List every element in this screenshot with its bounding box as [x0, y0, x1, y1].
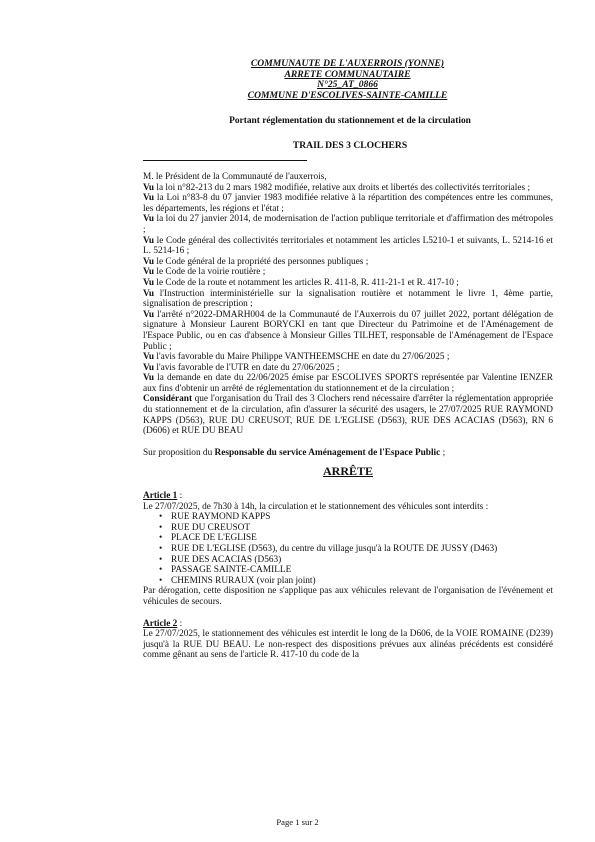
list-item: • PLACE DE L'EGLISE	[171, 533, 553, 544]
list-item: • RUE RAYMOND KAPPS	[171, 512, 553, 523]
list-item: • CHEMINS RURAUX (voir plan joint)	[171, 576, 553, 587]
visa-item: Vu la Loi n°83-8 du 07 janvier 1983 modifiée relative à la répartition des compétences entre les communes, les départements, les régions et l'état ;	[143, 193, 553, 214]
article-1-derogation: Par dérogation, cette disposition ne s'applique pas aux véhicules relevant de l'organisation de l'événement et véhicules de secours.	[143, 586, 553, 607]
visa-item: Vu l'arrêté n°2022-DMARH004 de la Communauté de l'Auxerrois du 07 juillet 2022, portant délégation de signature à Monsieur Laurent BORYCKI en tant que Directeur du Patrimoine et de l'Aménagement de l'Espace Public, ou en cas d'absence à Monsieur Gilles TILHET, responsable de l'Aménagement de l'Espace Public ;	[143, 309, 553, 352]
visa-item: Vu la loi n°82-213 du 2 mars 1982 modifiée, relative aux droits et libertés des collectivités territoriales ;	[143, 182, 531, 193]
subject-line: Portant réglementation du stationnement et de la circulation	[229, 116, 471, 126]
proposal-line: Sur proposition du Responsable du service Aménagement de l'Espace Public ;	[143, 447, 446, 458]
list-item: • RUE DE L'EGLISE (D563), du centre du village jusqu'à la ROUTE DE JUSSY (D463)	[171, 544, 553, 555]
list-item: • PASSAGE SAINTE-CAMILLE	[171, 565, 553, 576]
event-title: TRAIL DES 3 CLOCHERS	[292, 140, 408, 151]
visa-item: Vu la demande en date du 22/06/2025 émise par ESCOLIVES SPORTS représentée par Valentine IENZER aux fins d'obtenir un arrêté de réglementation du stationnement et de la circulation ;	[143, 373, 553, 394]
article-1-heading: Article 1 :	[143, 491, 183, 502]
visa-item: Vu l'Instruction interministérielle sur la signalisation routière et notamment le livre 1, 4ème partie, signalisation de prescription ;	[143, 288, 553, 310]
visa-item: Vu la loi du 27 janvier 2014, de modernisation de l'action publique territoriale et d'affirmation des métropoles ;	[143, 214, 553, 235]
header-line-2: ARRETE COMMUNAUTAIRE	[284, 68, 411, 80]
header-line-3: N°25_AT_0866	[317, 79, 378, 91]
page-number: Page 1 sur 2	[276, 817, 319, 827]
visa-item: Vu le Code général des collectivités territoriales et notamment les articles L5210-1 et suivants, L. 5214-16 et L. 5214-16 ;	[143, 235, 553, 257]
arrete-heading: ARRÊTE	[322, 464, 373, 479]
street-list	[143, 512, 553, 586]
header-line-1: COMMUNAUTE DE L'AUXERROIS (YONNE)	[250, 58, 445, 69]
document-header	[150, 59, 545, 101]
visa-item: Vu le Code de la voirie routière ;	[143, 267, 266, 278]
visa-item: Vu l'avis favorable du Maire Philippe VANTHEEMSCHE en date du 27/06/2025 ;	[143, 352, 450, 363]
article-2-heading: Article 2 :	[143, 618, 183, 629]
separator-line	[143, 160, 307, 161]
visa-item: Vu le Code de la route et notamment les articles R. 411-8, R. 411-21-1 et R. 417-10 ;	[143, 277, 459, 288]
list-item: • RUE DES ACACIAS (D563)	[171, 555, 553, 566]
intro-line: M. le Président de la Communauté de l'auxerrois,	[143, 172, 327, 182]
document-body	[143, 172, 553, 661]
list-item: • RUE DU CREUSOT	[171, 523, 553, 534]
visa-item: Vu le Code général de la propriété des personnes publiques ;	[143, 256, 369, 267]
article-1-text: Le 27/07/2025, de 7h30 à 14h, la circulation et le stationnement des véhicules sont interdits :	[143, 501, 489, 512]
visa-item: Vu l'avis favorable de l'UTR en date du 27/06/2025 ;	[143, 362, 340, 373]
header-line-4: COMMUNE D'ESCOLIVES-SAINTE-CAMILLE	[247, 89, 448, 101]
article-2-text: Le 27/07/2025, le stationnement des véhicules est interdit le long de la D606, de la VOIE ROMAINE (D239) jusqu'à la RUE DU BEAU. Le non-respect des dispositions prévues aux alinéas précédents est considéré comme gênant au sens de l'article R. 417-10 du code de la	[143, 629, 553, 661]
considerant-item: Considérant que l'organisation du Trail des 3 Clochers rend nécessaire d'arrêter la réglementation appropriée du stationnement et de la circulation, afin d'assurer la sécurité des usagers, le 27/07/2025 RUE RAYMOND KAPPS (D563), RUE DU CREUSOT, RUE DE L'EGLISE (D563), RUE DES ACACIAS (D563), RN 6 (D606) et RUE DU BEAU	[143, 394, 553, 437]
